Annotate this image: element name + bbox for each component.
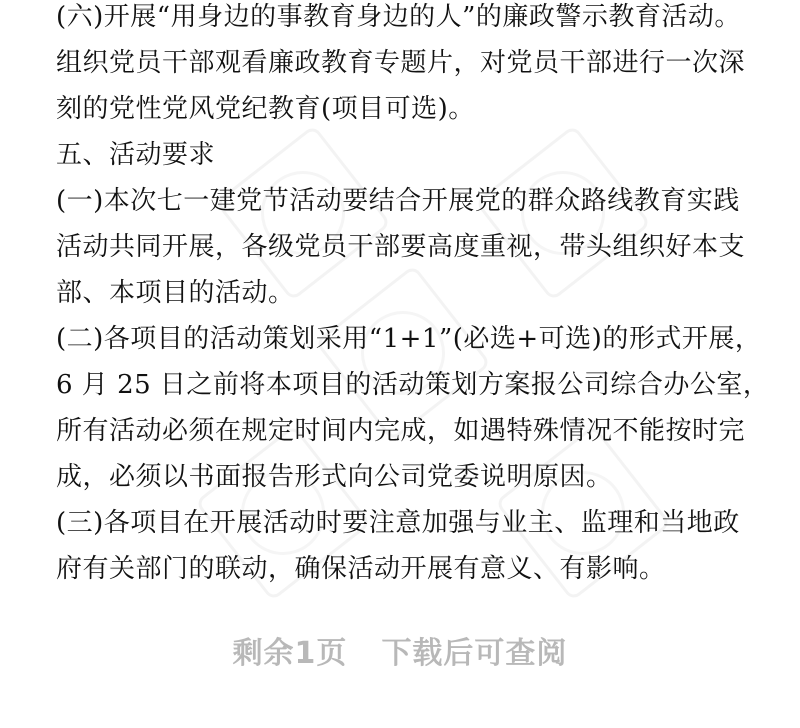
paragraph-line: 所有活动必须在规定时间内完成，如遇特殊情况不能按时完 <box>56 416 746 446</box>
paragraph-line: 活动共同开展，各级党员干部要高度重视，带头组织好本支 <box>56 232 746 262</box>
paragraph-line: 组织党员干部观看廉政教育专题片，对党员干部进行一次深 <box>56 48 746 78</box>
document-body <box>56 0 770 592</box>
remaining-pages-text: 剩余1页 <box>232 636 348 671</box>
paragraph-line: 府有关部门的联动，确保活动开展有意义、有影响。 <box>56 554 666 584</box>
paragraph-line: (六)开展“用身边的事教育身边的人”的廉政警示教育活动。 <box>56 2 741 32</box>
section-heading: 五、活动要求 <box>56 140 216 170</box>
download-to-view-text: 下载后可查阅 <box>381 636 568 671</box>
paragraph-line: 部、本项目的活动。 <box>56 278 295 308</box>
paragraph-line: 6 月 25 日之前将本项目的活动策划方案报公司综合办公室， <box>56 370 770 400</box>
paragraph-line: (一)本次七一建党节活动要结合开展党的群众路线教育实践 <box>56 186 740 216</box>
paragraph-line: 刻的党性党风党纪教育(项目可选)。 <box>56 94 475 124</box>
paragraph-line: (二)各项目的活动策划采用“1+1”(必选+可选)的形式开展， <box>56 324 762 354</box>
paragraph-line: (三)各项目在开展活动时要注意加强与业主、监理和当地政 <box>56 508 740 538</box>
paragraph-line: 成，必须以书面报告形式向公司党委说明原因。 <box>56 462 613 492</box>
download-prompt[interactable] <box>0 628 800 672</box>
